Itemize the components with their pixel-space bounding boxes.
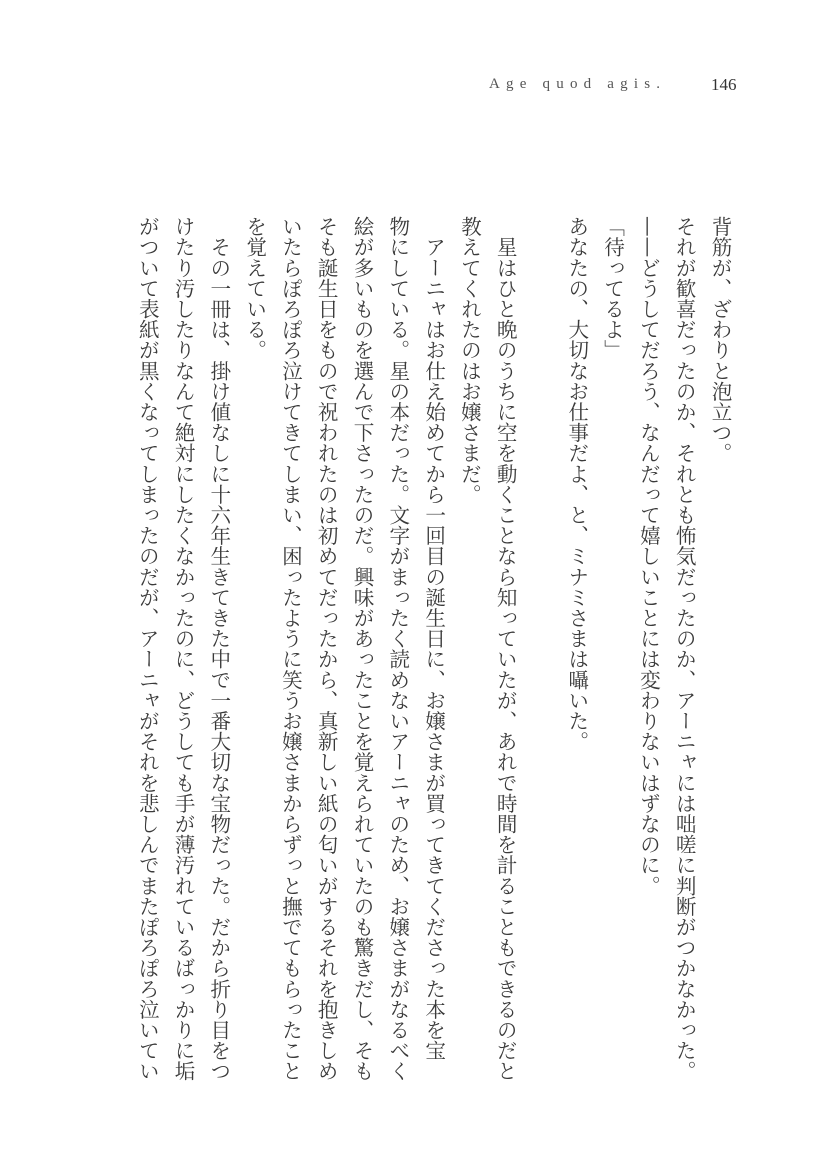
text-line: そも誕生日をもので祝われたのは初めてだったから、真新しい紙の匂いがするそれを抱きしめ xyxy=(314,216,339,1082)
text-line: 絵が多いものを選んで下さったのだ。興味があったことを覚えられていたのも驚きだし、そも xyxy=(350,216,375,1082)
text-line: を覚えている。 xyxy=(242,216,267,361)
text-line: 物にしている。星の本だった。文字がまったく読めないアーニャのため、お嬢さまがなるべく xyxy=(385,216,410,1082)
page-number: 146 xyxy=(711,75,737,94)
text-line: 教えてくれたのはお嬢さまだ。 xyxy=(457,216,482,505)
text-line: その一冊は、掛け値なしに十六年生きてきた中で一番大切な宝物だった。だから折り目をつ xyxy=(206,216,231,1082)
text-line: 背筋が、ざわりと泡立つ。 xyxy=(708,216,732,464)
running-title: Age quod agis. xyxy=(489,76,667,92)
text-line: あなたの、大切なお仕事だよ、と、ミナミさまは囁いた。 xyxy=(564,216,589,752)
text-line: いたらぽろぽろ泣けてきてしまい、困ったように笑うお嬢さまからずっと撫でてもらったこと xyxy=(278,216,303,1082)
text-line: ——どうしてだろう、なんだって嬉しいことには変わりないはずなのに。 xyxy=(636,216,661,896)
text-line: がついて表紙が黒くなってしまったのだが、アーニャがそれを悲しんでまたぽろぽろ泣いてい xyxy=(135,216,160,1082)
text-line: けたり汚したりなんて絶対にしたくなかったのに、どうしても手が薄汚れているばっかりに垢 xyxy=(171,216,196,1082)
text-line: それが歓喜だったのか、それとも怖気だったのか、アーニャには咄嗟に判断がつかなかった。 xyxy=(672,216,697,1082)
text-line: 星はひと晩のうちに空を動くことなら知っていたが、あれで時間を計ることもできるのだと xyxy=(493,216,518,1082)
blank-line xyxy=(522,216,558,1096)
text-line: アーニャはお仕え始めてから一回目の誕生日に、お嬢さまが買ってきてくださった本を宝 xyxy=(421,216,446,1061)
body-text xyxy=(128,216,737,1096)
text-line: 「待ってるよ」 xyxy=(600,216,625,361)
